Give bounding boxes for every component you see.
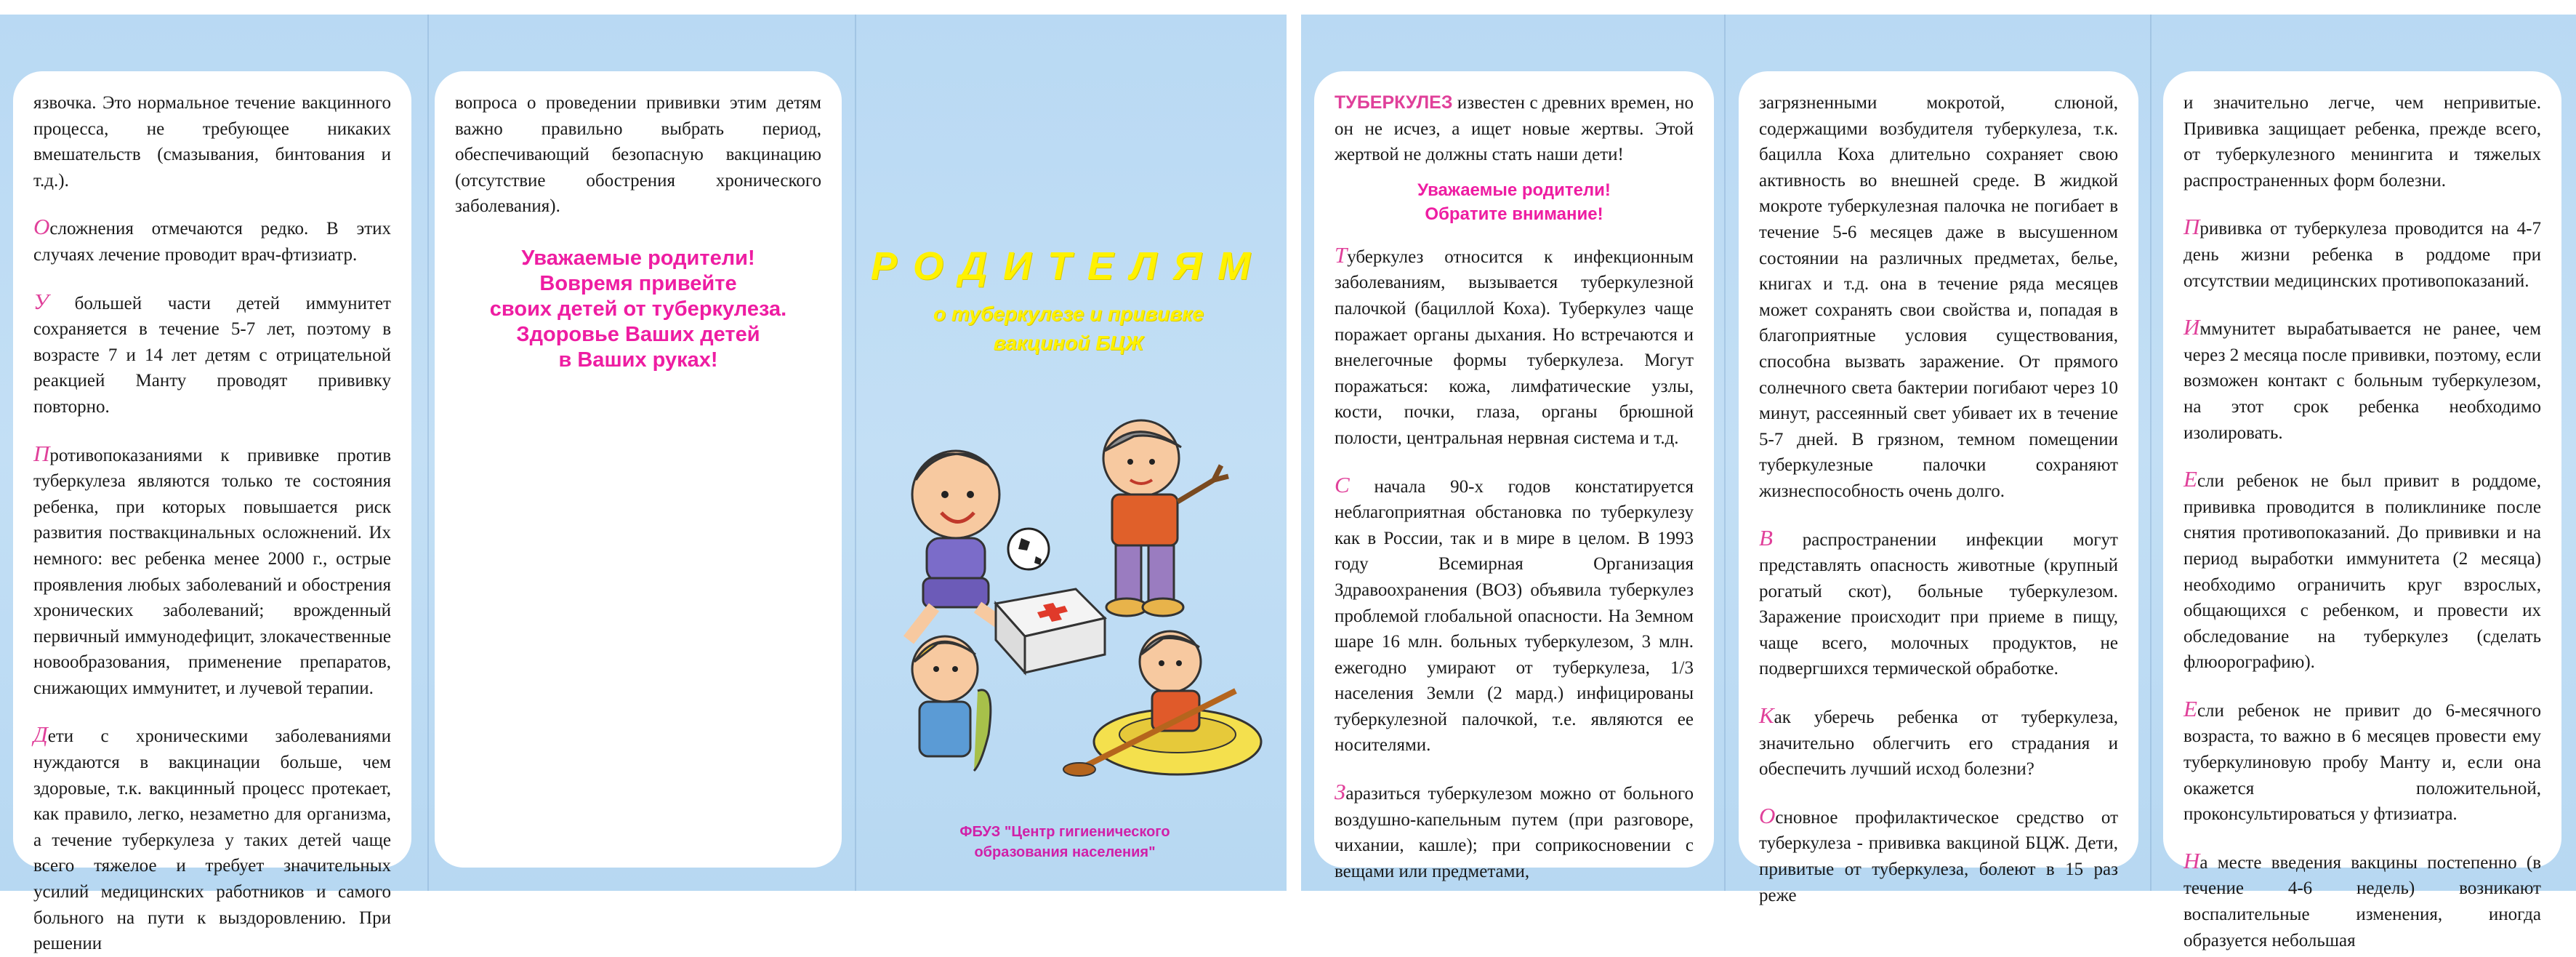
panel-parents-appeal: [435, 71, 842, 868]
organization-name: ФБУЗ "Центр гигиенического образования населения": [959, 824, 1170, 860]
paragraph: Прививка от туберкулеза проводится на 4-7 день жизни ребенка в роддоме при отсутствии медицинских противопоказаний.: [2183, 214, 2541, 291]
fold-line: [427, 15, 429, 891]
first-aid-kit-icon: [996, 589, 1105, 673]
paragraph: На месте введения вакцины постепенно (в течение 4-6 недель) возникают воспалительные изменения, иногда образуется небольшая: [2183, 847, 2541, 950]
paragraph: С начала 90-х годов констатируется неблагоприятная обстановка по туберкулезу как в России, так и в мире в целом. В 1993 году Всемирная Организация Здравоохранения (ВОЗ) объявила туберкулез проблемой глобальной опасности. На Земном шаре 16 млн. больных туберкулезом, 3 млн. ежегодно умирают от туберкулеза, 1/3 населения Земли (2 мард.) инфицированы туберкулезной палочкой, т.е. являются ее носителями.: [1335, 471, 1694, 756]
paragraph: Если ребенок не привит до 6-месячного возраста, то важно в 6 месяцев провести ему туберкулиновую пробу Манту и, если она окажется положительной, проконсультироваться у фтизиатра.: [2183, 695, 2541, 825]
paragraph: вопроса о проведении прививки этим детям важно правильно выбрать период, обеспечивающий безопасную вакцинацию (отсутствие обострения хронического заболевания).: [455, 93, 821, 217]
panel-tuberculosis-intro: [1314, 71, 1714, 881]
panel-vaccination-continued: [13, 71, 411, 954]
children-illustration: [894, 422, 1272, 785]
paragraph: Осложнения отмечаются редко. В этих случаях лечение проводит врач-фтизиатр.: [33, 214, 391, 265]
paragraph: и значительно легче, чем непривитые. Прививка защищает ребенка, прежде всего, от туберкулезного менингита и тяжелых распространенных форм болезни.: [2183, 93, 2541, 191]
paragraph: Туберкулез относится к инфекционным заболеваниям, вызывается туберкулезной палочкой (бациллой Коха). Туберкулез чаще поражает органы дыхания. Но встречаются и внелегочные формы туберкулеза. Могут поражаться: кожа, лимфатические узлы, кости, почки, глаза, органы брюшной полости, центральная нервная система и т.д.: [1335, 241, 1694, 448]
paragraph: Основное профилактическое средство от туберкулеза - прививка вакциной БЦЖ. Дети, привитые от туберкулеза, болеют в 15 раз реже: [1759, 802, 2118, 905]
fold-line: [1724, 15, 1726, 891]
paragraph: Как уберечь ребенка от туберкулеза, значительно облегчить его страдания и обеспечить лучший исход болезни?: [1759, 702, 2118, 780]
boy-with-slingshot-icon: [1103, 420, 1228, 616]
paragraph: Иммунитет вырабатывается не ранее, чем через 2 месяца после прививки, поэтому, если возможен контакт с больным туберкулезом, на этот срок ребенка необходимо изолировать.: [2183, 314, 2541, 443]
cover-subtitle: о туберкулезе и прививке вакциной БЦЖ: [933, 303, 1204, 354]
attention-heading: Уважаемые родители! Обратите внимание!: [1417, 180, 1611, 224]
cover-title: РОДИТЕЛЯМ: [870, 244, 1267, 288]
paragraph: Противопоказаниями к прививке против туберкулеза являются только те состояния ребенка, при которых повышается риск развития поствакцинальных осложнений. Их немного: вес ребенка менее 2000 г., острые проявления любых заболеваний и обострения хронических заболеваний; врожденный первичный иммунодефицит, злокачественные новообразования, применение препаратов, снижающих иммунитет, и лучевой терапии.: [33, 440, 391, 698]
paragraph: Дети с хроническими заболеваниями нуждаются в вакцинации больше, чем здоровые, т.к. вакцинный процесс протекает, как правило, легко, незаметно для организма, а течение туберкулеза у таких детей чаще всего тяжелое и требует значительных усилий медицинских работников и самого больного на пути к выздоровлению. При решении: [33, 721, 391, 954]
appeal-text: Уважаемые родители! Вовремя привейте своих детей от туберкулеза. Здоровье Ваших детей в Ваших руках!: [489, 246, 787, 372]
paragraph: язвочка. Это нормальное течение вакцинного процесса, не требующее никаких вмешательств (смазывания, бинтования и т.д.).: [33, 93, 391, 191]
fold-line: [2150, 15, 2152, 891]
fold-line: [855, 15, 856, 891]
paragraph: Если ребенок не был привит в роддоме, прививка проводится в поликлинике после снятия противопоказаний. До прививки и на период выработки иммунитета (2 месяца) необходимо ограничить круг взрослых, общающихся с ребенком, и провести их обследование на туберкулез (сделать флюорографию).: [2183, 466, 2541, 673]
panel-infection-spread: [1739, 71, 2138, 905]
panel-bcg-vaccination: [2163, 71, 2561, 950]
intro-paragraph: ТУБЕРКУЛЕЗ известен с древних времен, но он не исчез, а ищет новые жертвы. Этой жертвой не должны стать наши дети!: [1335, 92, 1694, 165]
paragraph: В распространении инфекции могут представлять опасность животные (крупный рогатый скот), больные туберкулезом. Заражение происходит при приеме в пищу, чаще всего, молочных продуктов, не подвергшихся термической обработке.: [1759, 524, 2118, 679]
paragraph: Заразиться туберкулезом можно от больного воздушно-капельным путем (при разговоре, чихании, кашле); при соприкосновении с вещами или предметами,: [1335, 779, 1694, 881]
paragraph: У большей части детей иммунитет сохраняется в течение 5-7 лет, поэтому в возрасте 7 и 14 лет детям с отрицательной реакцией Манту проводят прививку повторно.: [33, 288, 391, 417]
paragraph: загрязненными мокротой, слюной, содержащими возбудителя туберкулеза, т.к. бацилла Коха длительно сохраняет свою активность во внешней среде. В жидкой мокроте туберкулезная палочка не погибает в течение 5-6 месяцев даже в высушенном состоянии на различных предметах, белье, книгах и т.д. она в течение ряда месяцев может сохранять свои свойства и, попадая в благоприятные условия существования, способна вызвать заражение. От прямого солнечного света бактерии погибают через 10 минут, рассеянный свет убивает их в течение 5-7 дней. В грязном, темном помещении туберкулезные палочки сохраняют жизнеспособность очень долго.: [1759, 93, 2118, 501]
child-with-toy-icon: [912, 636, 991, 771]
